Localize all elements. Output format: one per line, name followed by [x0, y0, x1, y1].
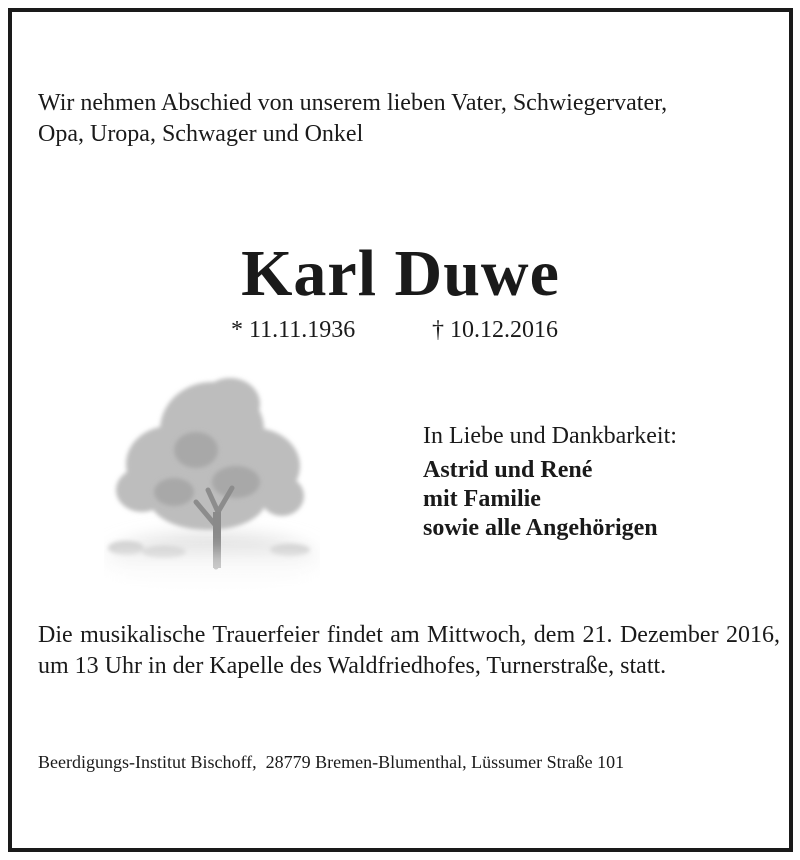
mourners-heading: In Liebe und Dankbarkeit:: [423, 423, 677, 449]
funeral-home-footer: Beerdigungs-Institut Bischoff, 28779 Bremen-Blumenthal, Lüssumer Straße 101: [38, 752, 625, 772]
intro-line-1: Wir nehmen Abschied von unserem lieben Vater, Schwiegervater,: [38, 90, 668, 116]
tree-in-mist-icon: [104, 362, 320, 604]
deceased-name: Karl Duwe: [241, 237, 560, 310]
obituary-notice: [8, 8, 793, 852]
service-announcement: Die musikalische Trauerfeier findet am Mittwoch, dem 21. Dezember 2016, um 13 Uhr in der Kapelle des Waldfriedhofes, Turnerstraße, statt.: [38, 622, 780, 679]
mourner-line: mit Familie: [423, 486, 541, 512]
mourner-line: Astrid und René: [423, 457, 593, 483]
intro-text: [38, 88, 778, 150]
mourner-line: sowie alle Angehörigen: [423, 515, 658, 541]
mourners-list: [423, 456, 658, 543]
birth-date: * 11.11.1936: [231, 317, 356, 343]
intro-line-2: Opa, Uropa, Schwager und Onkel: [38, 121, 364, 147]
death-date: † 10.12.2016: [432, 317, 558, 343]
